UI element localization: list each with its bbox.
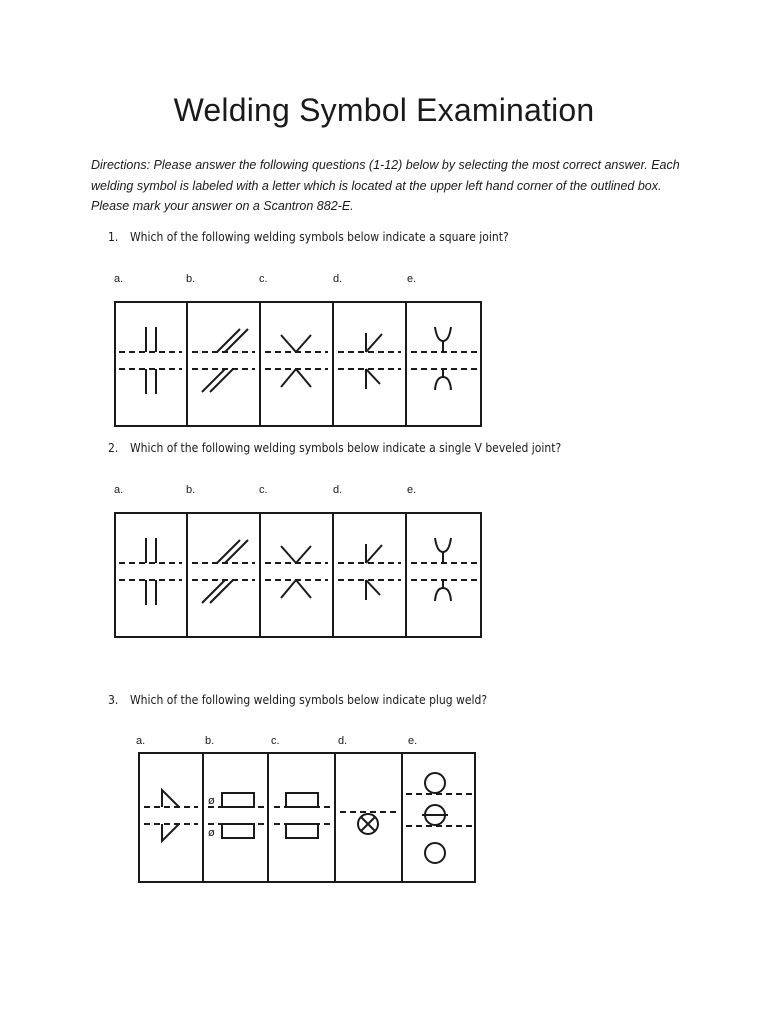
option-c[interactable]: c. [271,735,280,747]
option-letters-q2 [0,484,768,498]
option-e[interactable]: e. [408,735,418,747]
option-letters-q3 [0,735,768,749]
diameter-mark: ø [208,794,215,807]
question-number: 1. [108,230,119,244]
option-c[interactable]: c. [259,273,268,285]
option-d[interactable]: d. [333,484,343,496]
option-letters-q1 [0,273,768,287]
option-b[interactable]: b. [186,484,196,496]
option-c[interactable]: c. [259,484,268,496]
question-text: Which of the following welding symbols below indicate a square joint? [130,230,509,244]
option-a[interactable]: a. [136,735,146,747]
question-text: Which of the following welding symbols below indicate a single V beveled joint? [130,441,562,455]
option-a[interactable]: a. [114,484,124,496]
diameter-mark: ø [208,826,215,839]
question-1 [108,230,509,244]
option-d[interactable]: d. [333,273,343,285]
symbol-grid-q3 [138,752,476,883]
symbol-grid-q1 [114,301,482,427]
question-2 [108,441,561,455]
symbol-grid-q2 [114,512,482,638]
option-e[interactable]: e. [407,484,417,496]
directions: Directions: Please answer the following questions (1-12) below by selecting the most correct answer. Each welding symbol is labeled with a letter which is located at the upper left hand corner of the outlined box. Please mark your answer on a Scantron 882-E. [91,158,680,213]
option-b[interactable]: b. [205,735,215,747]
question-number: 2. [108,441,119,455]
question-3 [108,693,487,707]
question-number: 3. [108,693,119,707]
page-title: Welding Symbol Examination [173,92,595,128]
option-b[interactable]: b. [186,273,196,285]
option-e[interactable]: e. [407,273,417,285]
question-text: Which of the following welding symbols below indicate plug weld? [130,693,488,707]
option-d[interactable]: d. [338,735,348,747]
option-a[interactable]: a. [114,273,124,285]
